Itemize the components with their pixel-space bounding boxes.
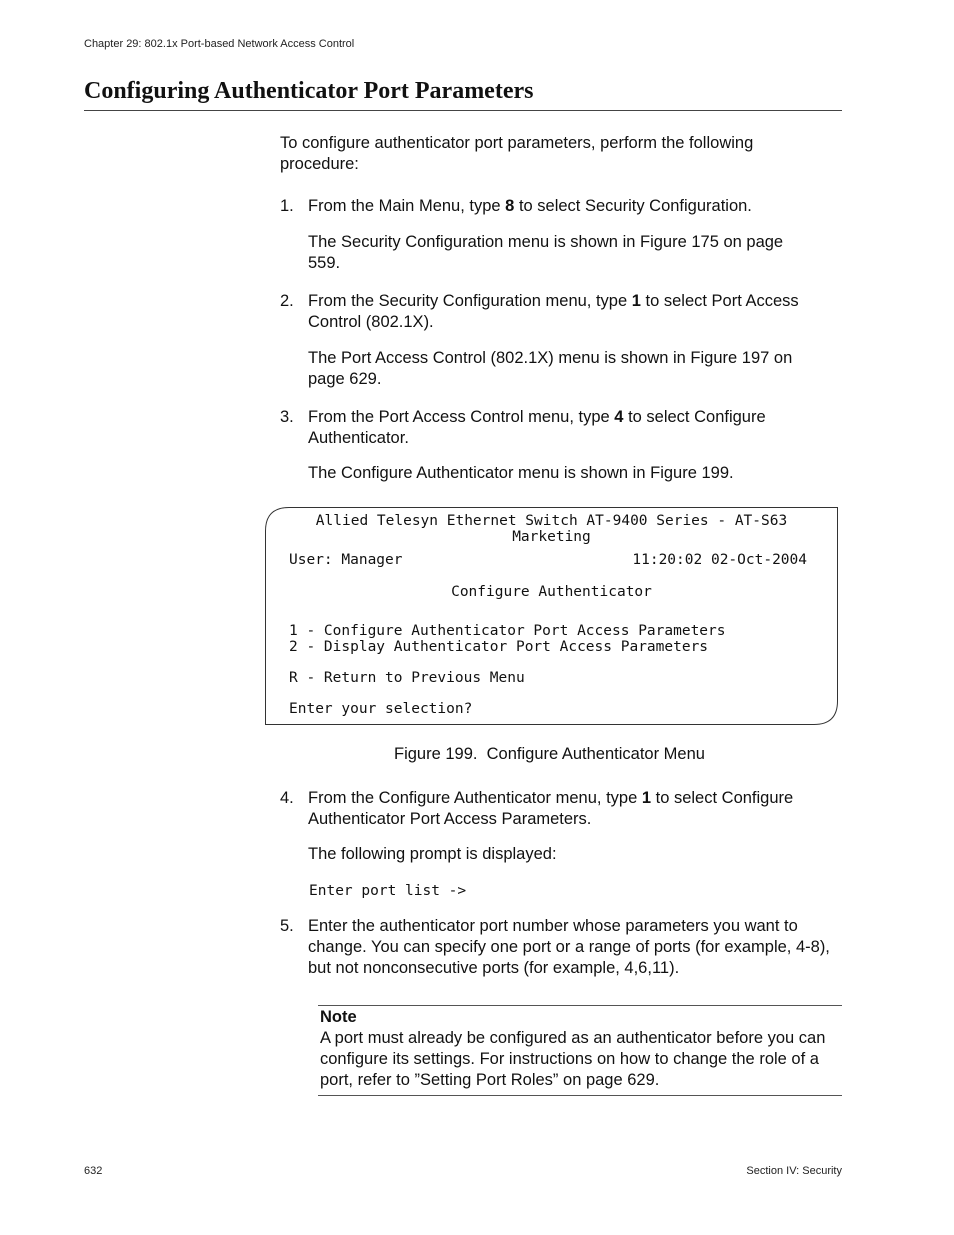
screen-prompt: Enter your selection?	[289, 701, 473, 717]
note-bottom-rule	[318, 1095, 842, 1096]
step-1-key: 8	[505, 197, 515, 215]
screen-option-1: 1 - Configure Authenticator Port Access Parameters	[289, 623, 726, 639]
step-4-text: From the Configure Authenticator menu, type 1 to select Configure Authenticator Port Access Parameters.	[308, 789, 794, 828]
step-3-text: From the Port Access Control menu, type 4 to select Configure Authenticator.	[308, 408, 766, 447]
screen-timestamp: 11:20:02 02-Oct-2004	[632, 552, 807, 568]
step-2-key: 1	[631, 292, 641, 310]
step-1-number: 1.	[280, 197, 294, 215]
step-2-text: From the Security Configuration menu, type 1 to select Port Access Control (802.1X).	[308, 292, 799, 331]
note-label: Note	[320, 1008, 357, 1026]
step-4-number: 4.	[280, 789, 294, 807]
note-top-rule	[318, 1005, 842, 1006]
running-footer: Section IV: Security	[746, 1165, 842, 1177]
step-3-key: 4	[614, 408, 624, 426]
step-3-number: 3.	[280, 408, 294, 426]
running-header: Chapter 29: 802.1x Port-based Network Access Control	[84, 38, 355, 50]
screen-user: User: Manager	[289, 552, 403, 568]
step-4-result: The following prompt is displayed:	[308, 845, 557, 863]
step-1-text: From the Main Menu, type 8 to select Security Configuration.	[308, 197, 752, 215]
step-4-key: 1	[641, 789, 652, 807]
step-2-number: 2.	[280, 292, 294, 310]
screen-title-line: Allied Telesyn Ethernet Switch AT-9400 Series - AT-S63	[315, 513, 788, 529]
step-3-result: The Configure Authenticator menu is shown in Figure 199.	[308, 464, 734, 482]
screen-system-name: Marketing	[512, 529, 591, 545]
screen-option-return: R - Return to Previous Menu	[289, 670, 525, 686]
terminal-screen	[265, 507, 838, 725]
page-number: 632	[84, 1165, 103, 1177]
step-5-number: 5.	[280, 917, 294, 935]
figure-caption: Figure 199. Configure Authenticator Menu	[394, 745, 705, 763]
step-5-text: Enter the authenticator port number whose parameters you want to change. You can specify one port or a range of ports (for example, 4-8), but not nonconsecutive ports (for example, 4,6,11).	[308, 917, 830, 977]
screen-menu-title: Configure Authenticator	[451, 584, 652, 600]
section-title: Configuring Authenticator Port Parameters	[84, 78, 534, 104]
intro-paragraph: To configure authenticator port parameters, perform the following procedure:	[280, 134, 754, 173]
screen-option-2: 2 - Display Authenticator Port Access Parameters	[289, 639, 709, 655]
step-2-result: The Port Access Control (802.1X) menu is shown in Figure 197 on page 629.	[308, 349, 793, 388]
title-rule	[84, 110, 842, 111]
step-1-result: The Security Configuration menu is shown in Figure 175 on page 559.	[308, 233, 784, 272]
command-prompt: Enter port list ->	[309, 883, 467, 899]
note-text: A port must already be configured as an authenticator before you can configure its settings. For instructions on how to change the role of a port, refer to ”Setting Port Roles” on page 629.	[320, 1029, 826, 1089]
